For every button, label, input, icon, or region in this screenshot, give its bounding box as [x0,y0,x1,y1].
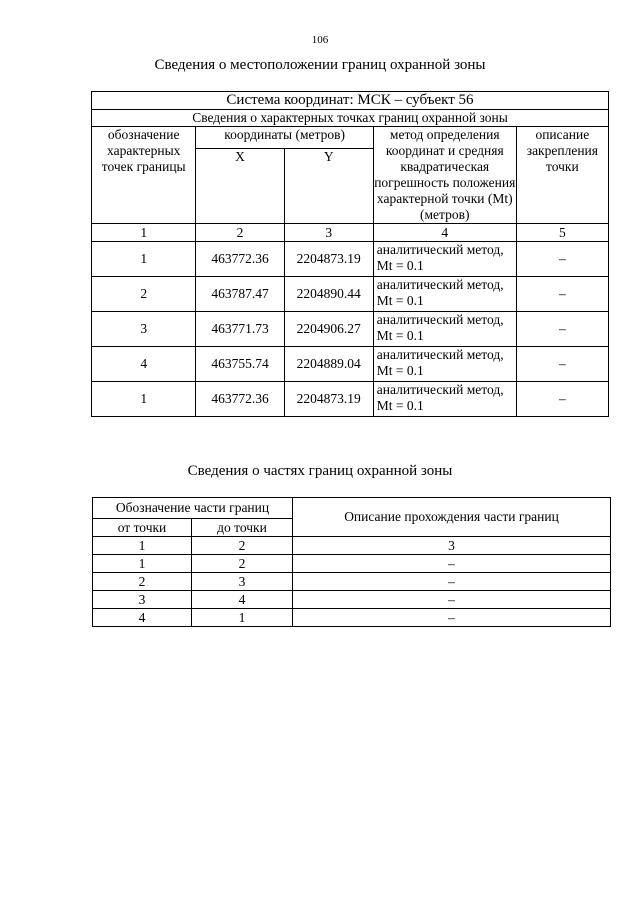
y-cell: 2204873.19 [284,382,373,417]
column-number: 2 [192,537,293,555]
table-row [92,347,609,382]
boundary-parts-table [92,497,611,627]
method-cell: аналитический метод, Mt = 0.1 [373,277,516,312]
to-cell: 1 [192,609,293,627]
coordinates-header: координаты (метров) [196,127,373,149]
column-number: 1 [92,224,196,242]
passage-cell: – [293,591,611,609]
passage-cell: – [293,573,611,591]
table-row [93,573,611,591]
points-section-title: Сведения о характерных точках границ охранной зоны [92,110,609,127]
x-cell: 463771.73 [196,312,284,347]
coord-system-cell: Система координат: МСК – субъект 56 [92,92,609,110]
y-cell: 2204889.04 [284,347,373,382]
table-row [93,555,611,573]
passage-cell: – [293,609,611,627]
table-row [92,277,609,312]
from-cell: 4 [93,609,192,627]
description-header: описание закрепления точки [516,127,608,224]
x-header: X [196,148,284,223]
from-cell: 1 [93,555,192,573]
table-row [92,242,609,277]
method-cell: аналитический метод, Mt = 0.1 [373,242,516,277]
designation-header: обозначение характерных точек границы [92,127,196,224]
column-number: 4 [373,224,516,242]
x-cell: 463772.36 [196,242,284,277]
location-title: Сведения о местоположении границ охранной зоны [154,57,486,73]
table-row [93,609,611,627]
point-cell: 2 [92,277,196,312]
x-cell: 463772.36 [196,382,284,417]
method-cell: аналитический метод, Mt = 0.1 [373,347,516,382]
page-number: 106 [311,34,329,46]
column-number: 2 [196,224,284,242]
column-numbers-row [92,224,609,242]
description-cell: – [516,312,608,347]
part-designation-header: Обозначение части границ [93,498,293,519]
column-number: 5 [516,224,608,242]
y-cell: 2204873.19 [284,242,373,277]
x-cell: 463755.74 [196,347,284,382]
to-header: до точки [192,519,293,537]
passage-header: Описание прохождения части границ [293,498,611,537]
x-cell: 463787.47 [196,277,284,312]
to-cell: 4 [192,591,293,609]
description-cell: – [516,242,608,277]
from-cell: 2 [93,573,192,591]
to-cell: 2 [192,555,293,573]
description-cell: – [516,347,608,382]
passage-cell: – [293,555,611,573]
description-cell: – [516,382,608,417]
point-cell: 3 [92,312,196,347]
point-cell: 1 [92,382,196,417]
to-cell: 3 [192,573,293,591]
method-cell: аналитический метод, Mt = 0.1 [373,382,516,417]
method-header: метод определения координат и средняя квадратическая погрешность положения характерной точки (Mt) (метров) [374,127,516,222]
column-number: 3 [284,224,373,242]
table-row [93,591,611,609]
point-cell: 4 [92,347,196,382]
boundary-points-table [91,91,609,417]
from-cell: 3 [93,591,192,609]
column-number: 1 [93,537,192,555]
column-numbers-row [93,537,611,555]
y-header: Y [284,148,373,223]
parts-title: Сведения о частях границ охранной зоны [187,463,453,479]
from-header: от точки [93,519,192,537]
table-row [92,312,609,347]
point-cell: 1 [92,242,196,277]
y-cell: 2204906.27 [284,312,373,347]
column-number: 3 [293,537,611,555]
description-cell: – [516,277,608,312]
table-row [92,382,609,417]
method-cell: аналитический метод, Mt = 0.1 [373,312,516,347]
y-cell: 2204890.44 [284,277,373,312]
